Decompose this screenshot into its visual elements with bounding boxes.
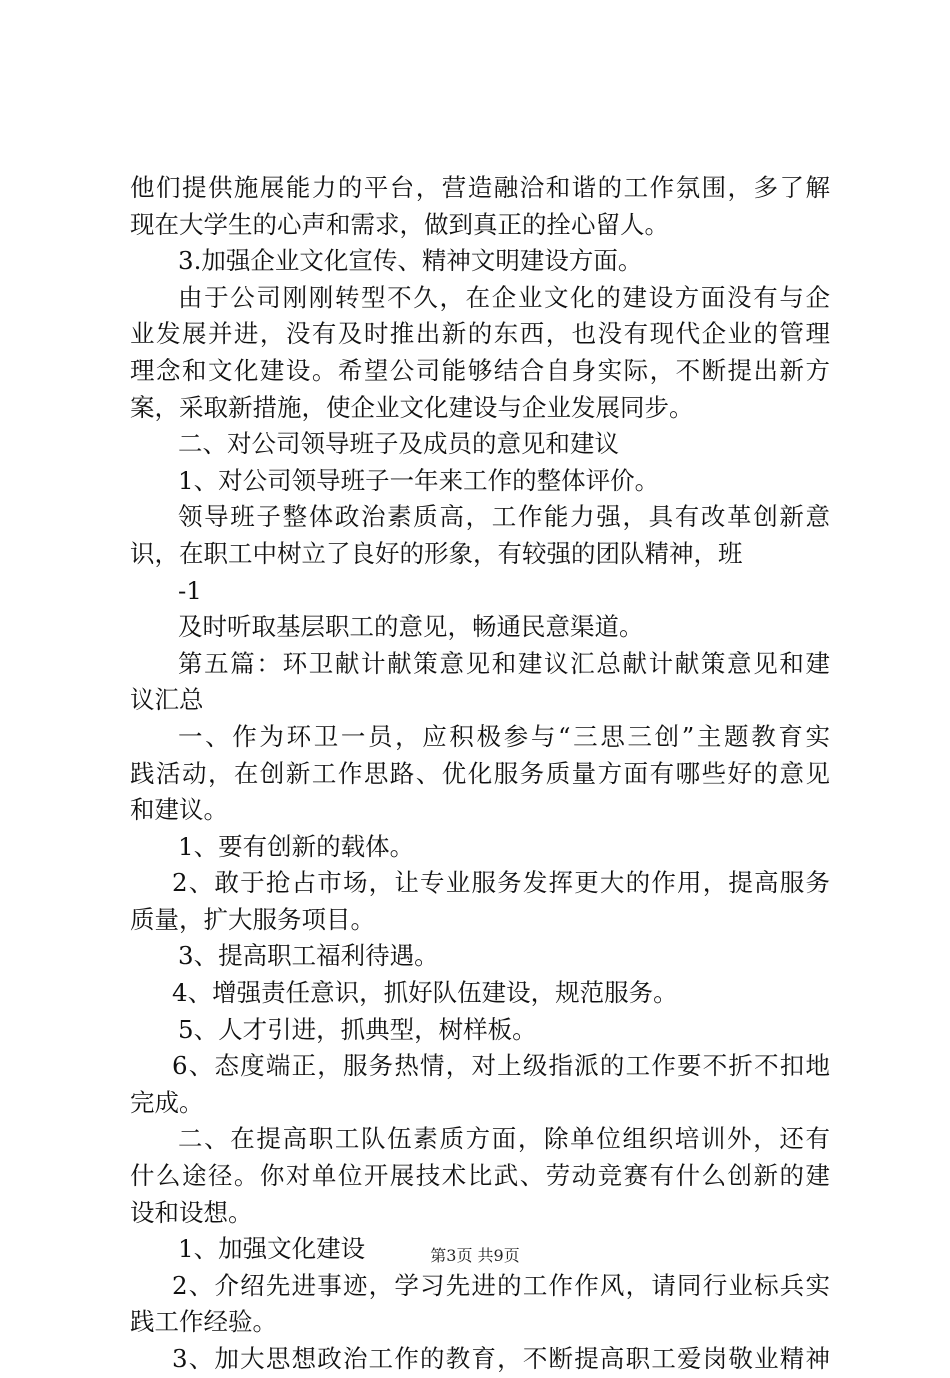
text-line: 6、态度端正，服务热情，对上级指派的工作要不折不扣地 xyxy=(172,1051,830,1081)
text-line: 业发展并进，没有及时推出新的东西，也没有现代企业的管理 xyxy=(130,319,830,349)
text-line: 质量，扩大服务项目。 xyxy=(130,904,375,934)
text-line: 及时听取基层职工的意见，畅通民意渠道。 xyxy=(178,612,644,642)
text-line: 领导班子整体政治素质高，工作能力强，具有改革创新意 xyxy=(178,502,830,532)
text-line: 二、在提高职工队伍素质方面，除单位组织培训外，还有 xyxy=(178,1124,830,1154)
document-body xyxy=(130,170,830,1378)
text-line: 2、敢于抢占市场，让专业服务发挥更大的作用，提高服务 xyxy=(172,868,830,898)
text-line: 一、作为环卫一员，应积极参与“三思三创”主题教育实 xyxy=(178,721,830,751)
page-footer: 第3页 共9页 xyxy=(430,1246,520,1265)
text-line: 二、对公司领导班子及成员的意见和建议 xyxy=(178,429,619,459)
text-line: 理念和文化建设。希望公司能够结合自身实际，不断提出新方 xyxy=(130,355,830,385)
text-line: 1、对公司领导班子一年来工作的整体评价。 xyxy=(178,465,660,495)
text-line: 2、介绍先进事迹，学习先进的工作作风，请同行业标兵实 xyxy=(172,1270,830,1300)
text-line: 3、加大思想政治工作的教育，不断提高职工爱岗敬业精神 xyxy=(172,1344,830,1373)
text-line: 1、加强文化建设 xyxy=(178,1234,366,1264)
text-line: 践工作经验。 xyxy=(130,1307,277,1337)
text-line: 3、提高职工福利待遇。 xyxy=(178,941,439,971)
text-line: 设和设想。 xyxy=(130,1197,253,1227)
text-line: 现在大学生的心声和需求，做到真正的拴心留人。 xyxy=(130,209,669,239)
text-line: 5、人才引进，抓典型，树样板。 xyxy=(178,1014,537,1044)
text-line: 什么途径。你对单位开展技术比武、劳动竞赛有什么创新的建 xyxy=(130,1161,830,1191)
text-line: 案，采取新措施，使企业文化建设与企业发展同步。 xyxy=(130,392,694,422)
text-line: -1 xyxy=(178,575,202,605)
text-line: 第五篇：环卫献计献策意见和建议汇总献计献策意见和建 xyxy=(178,648,830,678)
text-line: 3.加强企业文化宣传、精神文明建设方面。 xyxy=(178,246,643,276)
text-line: 和建议。 xyxy=(130,795,228,825)
text-line: 4、增强责任意识，抓好队伍建设，规范服务。 xyxy=(172,978,678,1008)
text-line: 议汇总 xyxy=(130,685,204,715)
text-line: 1、要有创新的载体。 xyxy=(178,831,415,861)
text-line: 践活动，在创新工作思路、优化服务质量方面有哪些好的意见 xyxy=(130,758,830,788)
text-line: 他们提供施展能力的平台，营造融洽和谐的工作氛围，多了解 xyxy=(130,173,830,202)
text-line: 识，在职工中树立了良好的形象，有较强的团队精神，班 xyxy=(130,538,743,568)
text-line: 完成。 xyxy=(130,1087,204,1117)
text-line: 由于公司刚刚转型不久，在企业文化的建设方面没有与企 xyxy=(178,282,830,312)
